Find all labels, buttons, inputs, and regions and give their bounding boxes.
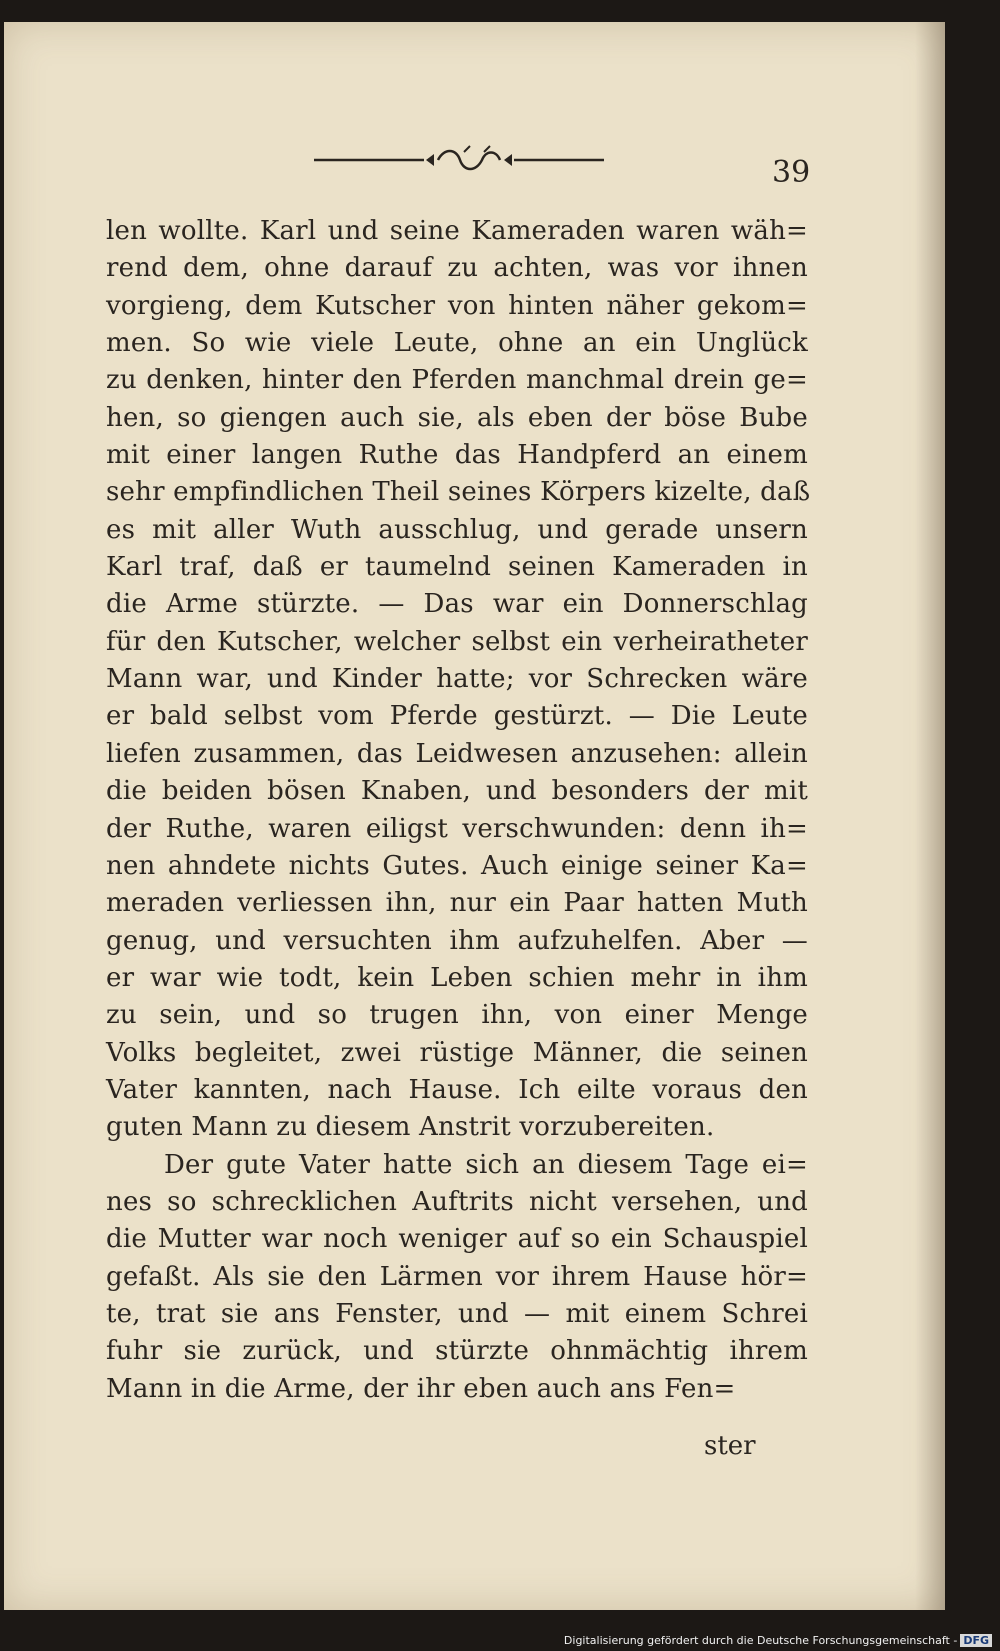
text-line: zu denken, hinter den Pferden manchmal drein ge= — [106, 365, 808, 396]
text-line: meraden verliessen ihn, nur ein Paar hatten Muth — [106, 888, 808, 919]
text-line: die beiden bösen Knaben, und besonders der mit — [106, 776, 808, 807]
text-line: Karl traf, daß er taumelnd seinen Kameraden in — [106, 552, 808, 583]
text-line: men. So wie viele Leute, ohne an ein Unglück — [106, 328, 808, 359]
text-line: Volks begleitet, zwei rüstige Männer, die seinen — [106, 1037, 808, 1068]
text-line: hen, so giengen auch sie, als eben der böse Bube — [106, 402, 808, 433]
text-line: Mann in die Arme, der ihr eben auch ans Fen= — [106, 1373, 736, 1404]
text-line: nen ahndete nichts Gutes. Auch einige seiner Ka= — [106, 850, 808, 881]
text-line: die Arme stürzte. — Das war ein Donnerschlag — [106, 589, 808, 620]
page-edge-shadow — [915, 22, 945, 1610]
text-line: len wollte. Karl und seine Kameraden waren wäh= — [106, 216, 808, 246]
dfg-logo: DFG — [960, 1634, 992, 1647]
page-number: 39 — [772, 155, 811, 190]
text-line: rend dem, ohne darauf zu achten, was vor ihnen — [106, 253, 808, 284]
text-line: Vater kannten, nach Hause. Ich eilte voraus den — [106, 1074, 808, 1105]
text-line: fuhr sie zurück, und stürzte ohnmächtig ihrem — [106, 1336, 808, 1367]
text-line: te, trat sie ans Fenster, und — mit einem Schrei — [106, 1298, 808, 1329]
text-line: nes so schrecklichen Auftrits nicht versehen, und — [106, 1186, 808, 1217]
body-text — [106, 213, 811, 1408]
text-line: er war wie todt, kein Leben schien mehr in ihm — [106, 962, 808, 993]
text-line: für den Kutscher, welcher selbst ein verheiratheter — [106, 626, 808, 657]
text-line: er bald selbst vom Pferde gestürzt. — Die Leute — [106, 701, 808, 732]
text-line: guten Mann zu diesem Anstrit vorzubereiten. — [106, 1112, 715, 1143]
text-line: vorgieng, dem Kutscher von hinten näher gekom= — [106, 290, 808, 321]
text-line: es mit aller Wuth ausschlug, und gerade unsern — [106, 514, 808, 545]
header-ornament-icon — [314, 138, 634, 178]
text-line: gefaßt. Als sie den Lärmen vor ihrem Hause hör= — [106, 1261, 808, 1292]
text-line: der Ruthe, waren eiligst verschwunden: denn ih= — [106, 813, 808, 844]
text-line: liefen zusammen, das Leidwesen anzusehen: allein — [106, 738, 808, 769]
text-line: die Mutter war noch weniger auf so ein Schauspiel — [106, 1224, 808, 1255]
text-line: Der gute Vater hatte sich an diesem Tage ei= — [164, 1149, 808, 1180]
book-page — [4, 22, 945, 1610]
text-line: mit einer langen Ruthe das Handpferd an einem — [106, 440, 808, 471]
text-line: zu sein, und so trugen ihn, von einer Menge — [106, 1000, 808, 1031]
text-line: sehr empfindlichen Theil seines Körpers kizelte, daß — [106, 477, 811, 508]
footer-text: Digitalisierung gefördert durch die Deutsche Forschungsgemeinschaft - — [563, 1634, 958, 1647]
catchword: ster — [704, 1431, 756, 1461]
text-line: genug, und versuchten ihm aufzuhelfen. Aber — — [106, 925, 808, 956]
digitization-credit — [564, 1634, 992, 1647]
text-line: Mann war, und Kinder hatte; vor Schrecken wäre — [106, 664, 808, 695]
